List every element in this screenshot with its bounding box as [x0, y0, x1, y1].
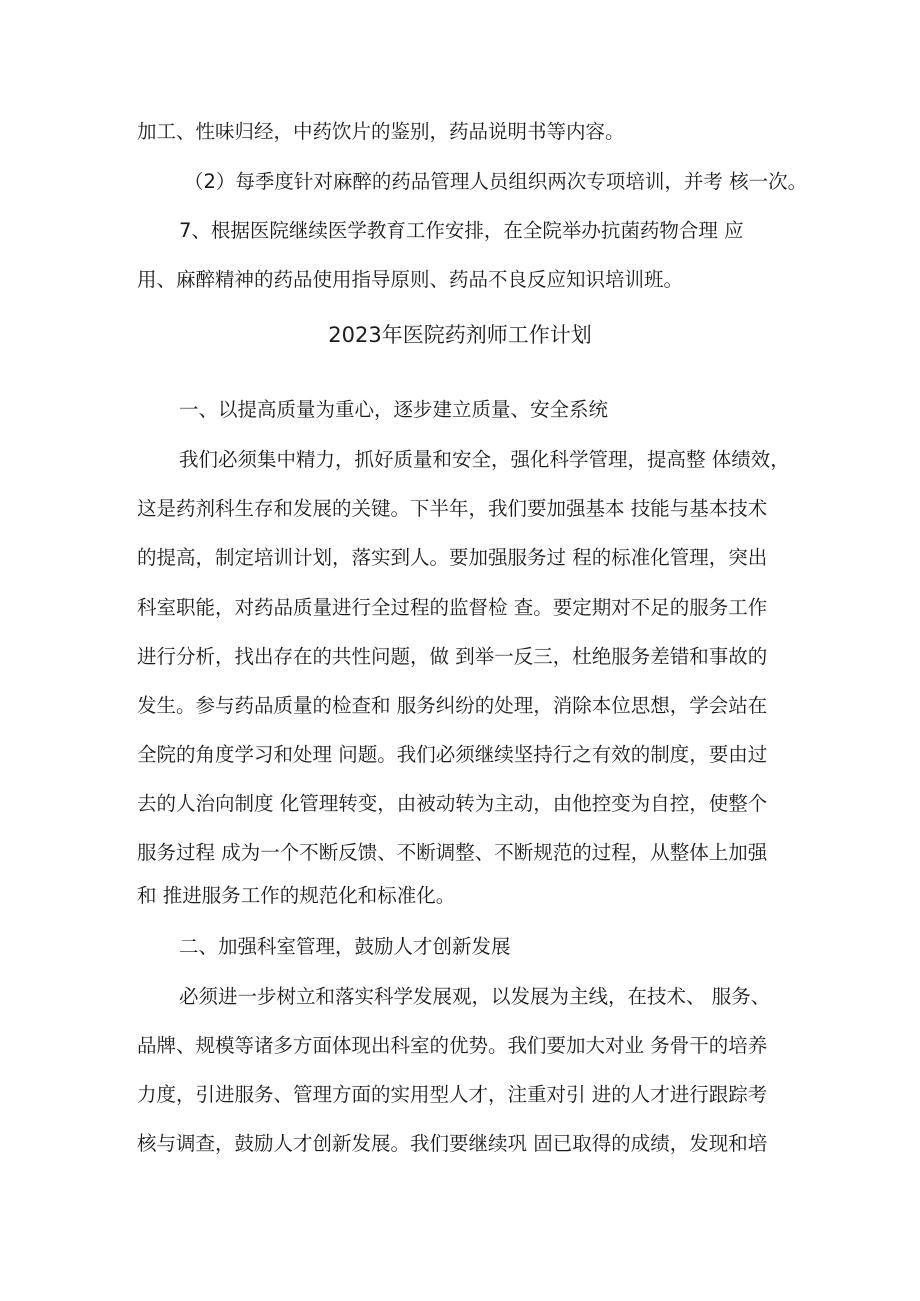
intro-line-4: 用、麻醉精神的药品使用指导原则、药品不良反应知识培训班。: [137, 268, 684, 291]
section1-line-4: 科室职能，对药品质量进行全过程的监督检 查。要定期对不足的服务工作: [137, 596, 768, 619]
section2-line-4: 核与调查，鼓励人才创新发展。我们要继续巩 固已取得的成绩，发现和培: [137, 1132, 768, 1155]
section1-line-9: 服务过程 成为一个不断反馈、不断调整、不断规范的过程，从整体上加强: [137, 841, 768, 864]
section1-line-10: 和 推进服务工作的规范化和标准化。: [137, 884, 456, 907]
section1-line-7: 全院的角度学习和处理 问题。我们必须继续坚持行之有效的制度，要由过: [137, 743, 768, 766]
page-title: 2023年医院药剂师工作计划: [328, 323, 592, 347]
intro-line-3: 7、根据医院继续医学教育工作安排，在全院举办抗菌药物合理 应: [179, 219, 744, 242]
section2-line-3: 力度，引进服务、管理方面的实用型人才，注重对引 进的人才进行跟踪考: [137, 1083, 768, 1106]
section2-line-1: 必须进一步树立和落实科学发展观，以发展为主线，在技术、 服务、: [179, 985, 771, 1008]
intro-line-1: 加工、性味归经，中药饮片的鉴别，药品说明书等内容。: [137, 120, 625, 143]
section1-line-1: 我们必须集中精力，抓好质量和安全，强化科学管理，提高整 体绩效，: [179, 448, 790, 471]
section1-line-2: 这是药剂科生存和发展的关键。下半年，我们要加强基本 技能与基本技术: [137, 497, 768, 520]
section1-line-5: 进行分析，找出存在的共性问题，做 到举一反三，杜绝服务差错和事故的: [137, 645, 768, 668]
section2-line-2: 品牌、规模等诸多方面体现出科室的优势。我们要加大对业 务骨干的培养: [137, 1034, 768, 1057]
section2-heading: 二、加强科室管理，鼓励人才创新发展: [179, 935, 511, 958]
section1-line-8: 去的人治向制度 化管理转变，由被动转为主动，由他控变为自控，使整个: [137, 792, 768, 815]
section1-heading: 一、以提高质量为重心，逐步建立质量、安全系统: [179, 398, 609, 421]
intro-line-2: （2）每季度针对麻醉的药品管理人员组织两次专项培训，并考 核一次。: [184, 170, 808, 193]
section1-line-3: 的提高，制定培训计划，落实到人。要加强服务过 程的标准化管理，突出: [137, 546, 768, 569]
section1-line-6: 发生。参与药品质量的检查和 服务纠纷的处理，消除本位思想，学会站在: [137, 694, 768, 717]
